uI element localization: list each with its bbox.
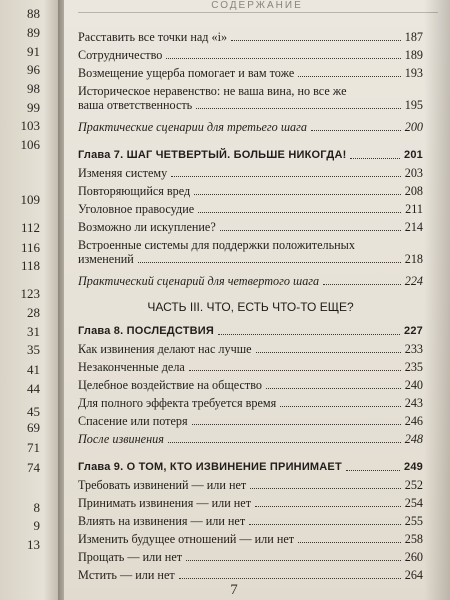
toc-entry-title: Историческое неравенство: не ваша вина, но все же — [78, 84, 347, 98]
toc-entry-page: 258 — [404, 532, 423, 546]
toc-entry-title: Спасение или потеря — [78, 414, 188, 428]
toc-entry — [78, 568, 423, 582]
toc-entry-title: Для полного эффекта требуется время — [78, 396, 277, 410]
toc-entry-page: 249 — [404, 461, 423, 473]
toc-entry-page: 227 — [404, 325, 423, 337]
left-page-number: 45 — [27, 404, 40, 419]
toc-chapter — [78, 460, 423, 474]
part-heading: ЧАСТЬ III. ЧТО, ЕСТЬ ЧТО-ТО ЕЩЕ? — [147, 300, 354, 314]
toc-entry-page: 235 — [404, 360, 423, 374]
left-page-number: 9 — [33, 518, 40, 533]
toc-entry-page: 218 — [404, 252, 423, 266]
leader-dots — [179, 578, 401, 579]
toc-entry-page: 189 — [404, 48, 423, 62]
toc-entry — [78, 202, 423, 216]
left-page-number: 28 — [27, 305, 40, 320]
left-page-number: 35 — [27, 342, 40, 357]
left-page-number: 91 — [27, 44, 40, 59]
toc-entry-title: Практический сценарий для четвертого шага — [78, 274, 320, 288]
page-edge-shadow — [424, 0, 450, 600]
toc-entry — [78, 378, 423, 392]
left-page-number: 88 — [27, 6, 40, 21]
toc-entry-page: 211 — [405, 202, 423, 216]
toc-entry-page: 208 — [404, 184, 423, 198]
toc-entry-title: Влиять на извинения — или нет — [78, 514, 246, 528]
leader-dots — [231, 40, 401, 41]
left-page-number: 99 — [27, 100, 40, 115]
toc-entry-title: Изменить будущее отношений — или нет — [78, 532, 295, 546]
toc-entry-title: Практические сценарии для третьего шага — [78, 120, 307, 134]
toc-entry-page: 203 — [404, 166, 423, 180]
toc-entry — [78, 432, 423, 446]
leader-dots — [218, 334, 400, 335]
toc-entry — [78, 220, 423, 234]
toc-chapter-title: Глава 8. ПОСЛЕДСТВИЯ — [78, 325, 214, 337]
leader-dots — [323, 284, 401, 285]
leader-dots — [250, 488, 400, 489]
toc-entry-title: Встроенные системы для поддержки положительных — [78, 238, 355, 252]
toc-entry-page: 195 — [404, 98, 423, 112]
toc-entry — [78, 120, 423, 134]
toc-entry — [78, 550, 423, 564]
toc-entry-page: 248 — [404, 432, 423, 446]
toc-entry-title: Сотрудничество — [78, 48, 163, 62]
leader-dots — [256, 352, 401, 353]
toc-entry-page: 264 — [404, 568, 423, 582]
leader-dots — [266, 388, 401, 389]
toc-entry-title: Незаконченные дела — [78, 360, 185, 374]
toc-entry-page: 254 — [404, 496, 423, 510]
leader-dots — [280, 406, 401, 407]
contents-page — [64, 0, 450, 600]
toc-entry-title: Изменяя систему — [78, 166, 168, 180]
toc-entry-page: 200 — [404, 120, 423, 134]
left-page-number: 112 — [20, 220, 40, 235]
left-page-number: 13 — [27, 537, 40, 552]
toc-entry — [78, 342, 423, 356]
left-page-number: 98 — [27, 81, 40, 96]
toc-entry-title: Требовать извинений — или нет — [78, 478, 247, 492]
toc-entry-page: 255 — [404, 514, 423, 528]
toc-entry — [78, 66, 423, 80]
toc-entry — [78, 514, 423, 528]
leader-dots — [311, 130, 401, 131]
header-rule — [78, 12, 438, 13]
toc-entry — [78, 396, 423, 410]
left-page-number: 8 — [33, 500, 40, 515]
toc-entry-page: 214 — [404, 220, 423, 234]
leader-dots — [298, 76, 400, 77]
toc-entry — [78, 414, 423, 428]
leader-dots — [350, 158, 400, 159]
left-page — [0, 0, 62, 600]
toc-chapter-title: Глава 9. О ТОМ, КТО ИЗВИНЕНИЕ ПРИНИМАЕТ — [78, 461, 342, 473]
left-page-number: 96 — [27, 62, 40, 77]
toc-entry-title-continued: изменений — [78, 252, 134, 266]
toc-entry-title: Повторяющийся вред — [78, 184, 191, 198]
toc-chapter-title: Глава 7. ШАГ ЧЕТВЕРТЫЙ. БОЛЬШЕ НИКОГДА! — [78, 149, 347, 161]
leader-dots — [138, 262, 401, 263]
leader-dots — [249, 524, 401, 525]
left-page-number: 109 — [20, 192, 40, 207]
leader-dots — [198, 212, 401, 213]
left-page-number: 106 — [20, 137, 40, 152]
leader-dots — [346, 470, 400, 471]
left-page-number: 31 — [27, 324, 40, 339]
toc-entry — [78, 360, 423, 374]
toc-entry-title-continued: ваша ответственность — [78, 98, 193, 112]
toc-entry-title: Расставить все точки над «i» — [78, 30, 228, 44]
toc-entry — [78, 184, 423, 198]
left-page-number: 89 — [27, 25, 40, 40]
toc-entry-page: 240 — [404, 378, 423, 392]
toc-entry — [78, 166, 423, 180]
toc-chapter — [78, 324, 423, 338]
toc-entry-page: 224 — [404, 274, 423, 288]
leader-dots — [255, 506, 401, 507]
left-page-number: 118 — [20, 258, 40, 273]
leader-dots — [196, 108, 400, 109]
page-header-title: СОДЕРЖАНИЕ — [211, 0, 303, 11]
toc-entry-title: После извинения — [78, 432, 164, 446]
toc-entry — [78, 84, 423, 112]
leader-dots — [166, 58, 400, 59]
leader-dots — [168, 442, 401, 443]
left-page-number: 116 — [20, 240, 40, 255]
toc-entry-title: Возможно ли искупление? — [78, 220, 216, 234]
toc-entry-title: Возмещение ущерба помогает и вам тоже — [78, 66, 295, 80]
toc-entry-page: 201 — [404, 149, 423, 161]
leader-dots — [194, 194, 401, 195]
toc-entry — [78, 238, 423, 266]
toc-entry-page: 193 — [404, 66, 423, 80]
toc-entry-title: Прощать — или нет — [78, 550, 183, 564]
toc-entry — [78, 532, 423, 546]
toc-entry-page: 187 — [404, 30, 423, 44]
toc-entry — [78, 274, 423, 288]
page-folio: 7 — [230, 582, 238, 598]
toc-entry — [78, 30, 423, 44]
leader-dots — [192, 424, 401, 425]
leader-dots — [189, 370, 401, 371]
left-page-number: 123 — [20, 286, 40, 301]
leader-dots — [186, 560, 401, 561]
toc-entry-title: Целебное воздействие на общество — [78, 378, 262, 392]
toc-entry — [78, 478, 423, 492]
left-page-number: 103 — [20, 118, 40, 133]
toc-entry-page: 252 — [404, 478, 423, 492]
toc-entry-page: 246 — [404, 414, 423, 428]
leader-dots — [220, 230, 401, 231]
toc-entry-title: Как извинения делают нас лучше — [78, 342, 252, 356]
left-page-number: 71 — [27, 440, 40, 455]
toc-entry — [78, 48, 423, 62]
toc-entry — [78, 496, 423, 510]
toc-entry-title: Принимать извинения — или нет — [78, 496, 252, 510]
toc-entry-page: 233 — [404, 342, 423, 356]
left-page-number: 74 — [27, 460, 40, 475]
toc-entry-title: Уголовное правосудие — [78, 202, 195, 216]
toc-chapter — [78, 148, 423, 162]
toc-entry-page: 260 — [404, 550, 423, 564]
leader-dots — [171, 176, 400, 177]
leader-dots — [298, 542, 401, 543]
toc-entry-title: Мстить — или нет — [78, 568, 175, 582]
left-page-number: 41 — [27, 362, 40, 377]
left-page-number: 69 — [27, 420, 40, 435]
left-page-number: 44 — [27, 381, 40, 396]
toc-entry-page: 243 — [404, 396, 423, 410]
